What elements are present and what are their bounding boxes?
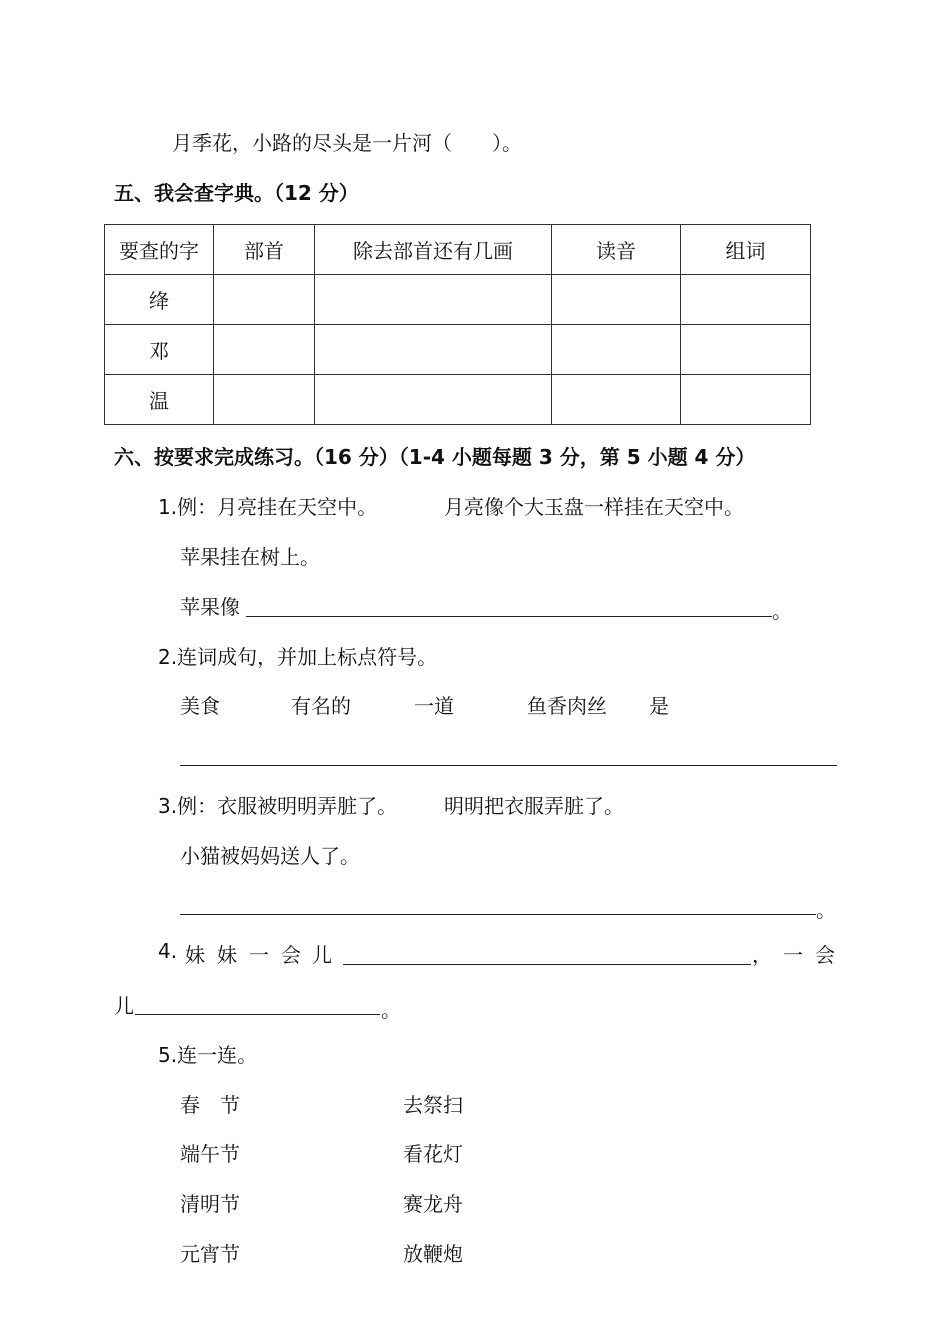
q2-word: 是: [649, 694, 669, 718]
q4-char: 一: [783, 943, 803, 967]
q4-char: 会: [281, 943, 301, 967]
q1-example-answer: 月亮像个大玉盘一样挂在天空中。: [444, 495, 744, 519]
table-row: [105, 275, 811, 325]
answer-cell[interactable]: [552, 275, 681, 325]
continuation-line: 月季花，小路的尽头是一片河（ ）。: [172, 131, 522, 155]
q1-sentence: 苹果挂在树上。: [180, 545, 320, 569]
dictionary-table: [104, 224, 811, 425]
q5-custom[interactable]: 看花灯: [403, 1142, 463, 1166]
header-strokes: 除去部首还有几画: [315, 225, 552, 275]
header-radical: 部首: [214, 225, 315, 275]
answer-cell[interactable]: [552, 325, 681, 375]
table-row: [105, 325, 811, 375]
section6-title: 六、按要求完成练习。（16 分）（1-4 小题每题 3 分，第 5 小题 4 分）: [114, 445, 756, 469]
answer-cell[interactable]: [315, 375, 552, 425]
q5-prompt: 5.连一连。: [158, 1043, 258, 1067]
q5-festival[interactable]: 元宵节: [180, 1242, 240, 1266]
q4-char: 一: [249, 943, 269, 967]
q4-comma: ，: [752, 943, 772, 967]
q3-example-answer: 明明把衣服弄脏了。: [444, 794, 624, 818]
q4-char: 儿: [312, 943, 332, 967]
answer-cell[interactable]: [681, 275, 811, 325]
answer-cell[interactable]: [681, 375, 811, 425]
q3-end-punct: 。: [816, 898, 836, 922]
answer-cell[interactable]: [214, 275, 315, 325]
q4-answer-line-1[interactable]: [343, 964, 751, 965]
table-row: [105, 375, 811, 425]
q2-word: 一道: [414, 694, 454, 718]
q2-word: 有名的: [291, 694, 351, 718]
q5-festival[interactable]: 清明节: [180, 1192, 240, 1216]
answer-cell[interactable]: [214, 375, 315, 425]
q5-custom[interactable]: 去祭扫: [403, 1093, 463, 1117]
row-char: 绛: [105, 275, 214, 325]
q4-number: 4.: [158, 939, 178, 963]
q4-char: 会: [815, 943, 835, 967]
q1-end-punct: 。: [772, 599, 792, 623]
q1-example: 1.例：月亮挂在天空中。: [158, 495, 378, 519]
q4-answer-line-2[interactable]: [135, 1014, 380, 1015]
section5-title: 五、我会查字典。（12 分）: [114, 181, 359, 205]
q2-word: 鱼香肉丝: [527, 694, 607, 718]
answer-cell[interactable]: [681, 325, 811, 375]
answer-cell[interactable]: [552, 375, 681, 425]
q1-prefix: 苹果像: [180, 595, 240, 619]
q5-festival[interactable]: 端午节: [180, 1142, 240, 1166]
q5-custom[interactable]: 赛龙舟: [403, 1192, 463, 1216]
header-char: 要查的字: [105, 225, 214, 275]
header-words: 组词: [681, 225, 811, 275]
q2-word: 美食: [180, 694, 220, 718]
q5-festival[interactable]: 春 节: [180, 1093, 240, 1117]
row-char: 温: [105, 375, 214, 425]
q3-sentence: 小猫被妈妈送人了。: [180, 844, 360, 868]
q4-char: 妹: [185, 943, 205, 967]
q4-char: 妹: [217, 943, 237, 967]
header-pronunciation: 读音: [552, 225, 681, 275]
q2-answer-line[interactable]: [180, 765, 837, 766]
q4-line2-prefix: 儿: [114, 994, 134, 1018]
q4-end-punct: 。: [381, 998, 401, 1022]
row-char: 邓: [105, 325, 214, 375]
answer-cell[interactable]: [315, 325, 552, 375]
answer-cell[interactable]: [315, 275, 552, 325]
q5-custom[interactable]: 放鞭炮: [403, 1242, 463, 1266]
q2-prompt: 2.连词成句，并加上标点符号。: [158, 645, 438, 669]
q1-answer-line[interactable]: [246, 616, 772, 617]
table-header-row: [105, 225, 811, 275]
q3-example: 3.例：衣服被明明弄脏了。: [158, 794, 398, 818]
q3-answer-line[interactable]: [180, 914, 816, 915]
answer-cell[interactable]: [214, 325, 315, 375]
